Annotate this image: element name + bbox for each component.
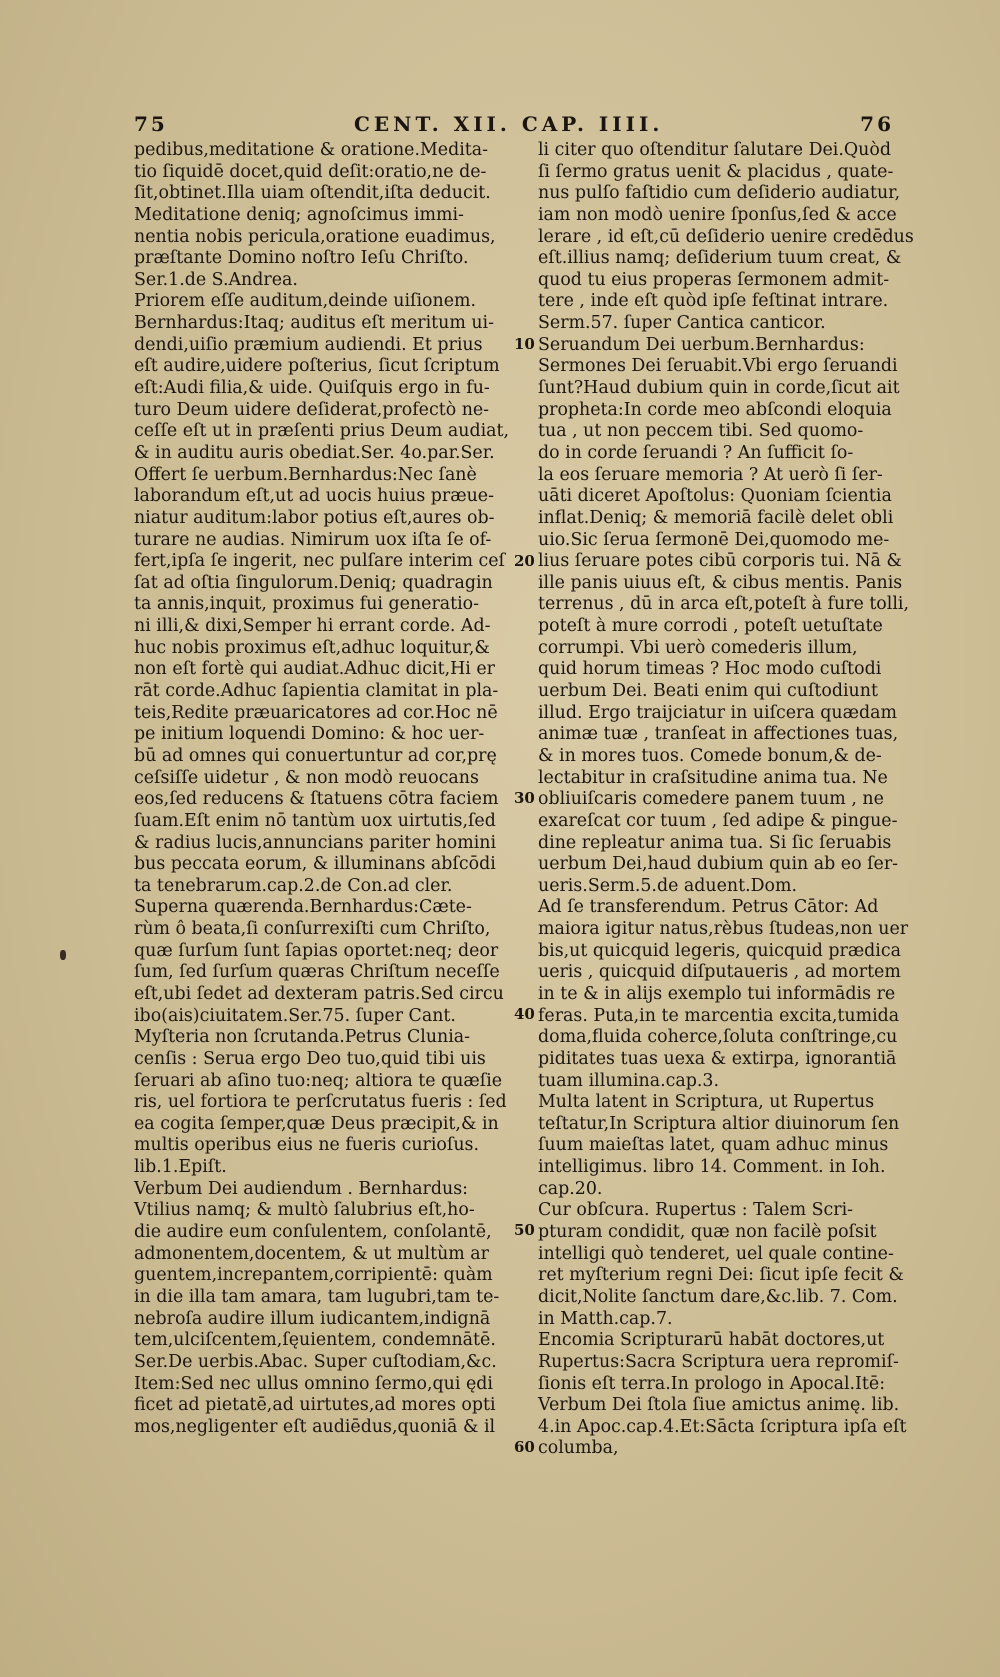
text-line: ceſſe eſt ut in præſenti prius Deum audiat, bbox=[134, 421, 510, 442]
text-line: poteſt à mure corrodi , poteſt uetuſtate bbox=[538, 616, 883, 637]
text-line: do in corde ſeruandi ? An ſufficit ſo- bbox=[538, 442, 854, 463]
margin-line-number: 60 bbox=[514, 1438, 535, 1456]
text-line: ſionis eſt terra.In prologo in Apocal.Itē: bbox=[538, 1373, 886, 1394]
text-line: Ser.1.de S.Andrea. bbox=[134, 269, 298, 290]
text-line: præſtante Domino noſtro Ieſu Chriſto. bbox=[134, 248, 469, 269]
text-line: pturam condidit, quæ non facilè poſsit bbox=[538, 1222, 877, 1243]
text-line: ris, uel fortiora te perſcrutatus fueris : ſed bbox=[134, 1092, 507, 1113]
text-line: tuam illumina.cap.3. bbox=[538, 1070, 719, 1091]
text-line: ret myſterium regni Dei: ſicut ipſe fecit & bbox=[538, 1265, 904, 1286]
text-line: eſt,ubi ſedet ad dexteram patris.Sed circu bbox=[134, 983, 504, 1004]
text-line: & radius lucis,annuncians pariter homini bbox=[134, 832, 497, 853]
text-line: fert,ipſa ſe ingerit, nec pulſare interim ceſ bbox=[134, 551, 505, 572]
text-line: Ser.De uerbis.Abac. Super cuſtodiam,&c. bbox=[134, 1351, 497, 1372]
text-line: Serm.57. ſuper Cantica canticor. bbox=[538, 313, 826, 334]
text-line: uerbum Dei. Beati enim qui cuſtodiunt bbox=[538, 681, 878, 702]
text-line: tem,ulciſcentem,ſęuientem, condemnātē. bbox=[134, 1330, 496, 1351]
text-line: ſat ad oſtia ſingulorum.Deniq; quadragin bbox=[134, 572, 493, 593]
text-line: in die illa tam amara, tam lugubri,tam te- bbox=[134, 1286, 500, 1307]
text-line: ſi ſermo gratus uenit & placidus , quate- bbox=[538, 161, 894, 182]
text-line: ueris.Serm.5.de aduent.Dom. bbox=[538, 875, 798, 896]
text-line: lius ſeruare potes cibū corporis tui. Nā & bbox=[538, 551, 902, 572]
text-line: lerare , id eſt,cū deſiderio uenire credēdus bbox=[538, 226, 914, 247]
text-line: doma,fluida coherce,ſoluta conſtringe,cu bbox=[538, 1027, 898, 1048]
text-line: tere , inde eſt quòd ipſe feſtinat intrare. bbox=[538, 291, 889, 312]
text-line: li citer quo oſtenditur ſalutare Dei.Quòd bbox=[538, 140, 891, 160]
text-line: cap.20. bbox=[538, 1178, 603, 1199]
text-line: tio ſiquidē docet,quid deſit:oratio,ne de- bbox=[134, 161, 487, 182]
text-line: quid horum timeas ? Hoc modo cuſtodi bbox=[538, 659, 882, 680]
ink-speck bbox=[60, 950, 66, 960]
text-line: lib.1.Epiſt. bbox=[134, 1157, 227, 1178]
text-line: Offert ſe uerbum.Bernhardus:Nec ſanè bbox=[134, 464, 477, 485]
text-line: lectabitur in craſsitudine anima tua. Ne bbox=[538, 767, 888, 788]
text-line: non eſt fortè qui audiat.Adhuc dicit,Hi er bbox=[134, 659, 495, 680]
text-line: nus pulſo faſtidio cum deſiderio audiatur, bbox=[538, 183, 901, 204]
text-line: Cur obſcura. Rupertus : Talem Scri- bbox=[538, 1200, 854, 1221]
text-line: maiora igitur natus,rèbus ſtudeas,non uer bbox=[538, 919, 909, 940]
text-line: Bernhardus:Itaq; auditus eſt meritum ui- bbox=[134, 313, 494, 334]
text-line: Priorem eſſe auditum,deinde uiſionem. bbox=[134, 291, 477, 312]
text-line: bus peccata eorum, & illuminans abſcōdi bbox=[134, 854, 496, 875]
text-line: ta tenebrarum.cap.2.de Con.ad cler. bbox=[134, 875, 453, 896]
text-line: Rupertus:Sacra Scriptura uera repromiſ- bbox=[538, 1351, 899, 1372]
text-line: inflat.Deniq; & memoriā facilè delet obli bbox=[538, 507, 894, 528]
text-line: multis operibus eius ne fueris curioſus. bbox=[134, 1135, 479, 1156]
left-text-column bbox=[134, 140, 514, 1438]
text-line: ſuam.Eſt enim nō tantùm uox uirtutis,ſed bbox=[134, 810, 496, 831]
text-line: teis,Redite præuaricatores ad cor.Hoc nē bbox=[134, 702, 498, 723]
text-line: exareſcat cor tuum , ſed adipe & pingue- bbox=[538, 810, 898, 831]
text-line: eſt.illius namq; deſiderium tuum creat, & bbox=[538, 248, 902, 269]
text-line: ille panis uiuus eſt, & cibus mentis. Panis bbox=[538, 572, 903, 593]
text-line: ni illi,& dixi,Semper hi errant corde. Ad- bbox=[134, 616, 491, 637]
left-page-number: 75 bbox=[134, 112, 168, 136]
text-line: 4.in Apoc.cap.4.Et:Sācta ſcriptura ipſa eſt bbox=[538, 1416, 907, 1437]
text-line: Meditatione deniq; agnoſcimus immi- bbox=[134, 204, 464, 225]
text-line: turare ne audias. Nimirum uox iſta ſe of- bbox=[134, 529, 492, 550]
text-line: nentia nobis pericula,oratione euadimus, bbox=[134, 226, 496, 247]
text-line: Encomia Scripturarū habāt doctores,ut bbox=[538, 1330, 885, 1351]
text-line: ea cogita ſemper,quæ Deus præcipit,& in bbox=[134, 1113, 499, 1134]
text-line: bū ad omnes qui conuertuntur ad cor,prę bbox=[134, 745, 497, 766]
text-line: guentem,increpantem,corripientē: quàm bbox=[134, 1265, 493, 1286]
text-line: huc nobis proximus eſt,adhuc loquitur,& bbox=[134, 637, 490, 658]
text-line: & in mores tuos. Comede bonum,& de- bbox=[538, 745, 882, 766]
text-line: Vtilius namq; & multò ſalubrius eſt,ho- bbox=[134, 1200, 475, 1221]
text-line: Verbum Dei audiendum . Bernhardus: bbox=[134, 1178, 468, 1199]
text-line: ibo(ais)ciuitatem.Ser.75. ſuper Cant. bbox=[134, 1005, 456, 1026]
text-line: animæ tuæ , tranſeat in affectiones tuas, bbox=[538, 724, 899, 745]
text-line: quod tu eius properas ſermonem admit- bbox=[538, 269, 890, 290]
text-line: & in auditu auris obediat.Ser. 4o.par.Ser. bbox=[134, 442, 495, 463]
text-line: ueris , quicquid diſputaueris , ad mortem bbox=[538, 962, 901, 983]
text-line: illud. Ergo traijciatur in uiſcera quædam bbox=[538, 702, 897, 723]
margin-line-number: 50 bbox=[514, 1221, 535, 1239]
text-line: ta annis,inquit, proximus fui generatio- bbox=[134, 594, 480, 615]
text-line: nebroſa audire illum iudicantem,indignā bbox=[134, 1308, 491, 1329]
text-line: tua , ut non peccem tibi. Sed quomo- bbox=[538, 421, 864, 442]
text-line: mos,negligenter eſt audiēdus,quoniā & il bbox=[134, 1416, 496, 1437]
text-line: pedibus,meditatione & oratione.Medita- bbox=[134, 140, 489, 160]
text-line: bis,ut quicquid legeris, quicquid prædica bbox=[538, 940, 901, 961]
right-page-number: 76 bbox=[860, 112, 894, 136]
text-line: feras. Puta,in te marcentia excita,tumida bbox=[538, 1005, 900, 1026]
text-line: die audire eum conſulentem, conſolantē, bbox=[134, 1222, 492, 1243]
text-line: cenſis : Serua ergo Deo tuo,quid tibi uis bbox=[134, 1048, 486, 1069]
text-line: Myſteria non ſcrutanda.Petrus Clunia- bbox=[134, 1027, 471, 1048]
text-line: teſtatur,In Scriptura altior diuinorum ſen bbox=[538, 1113, 900, 1134]
margin-line-number: 10 bbox=[514, 335, 535, 353]
text-line: ficet ad pietatē,ad uirtutes,ad mores opti bbox=[134, 1395, 496, 1416]
text-line: ſeruari ab aſino tuo:neq; altiora te quæſie bbox=[134, 1070, 503, 1091]
text-line: niatur auditum:labor potius eſt,aures ob- bbox=[134, 507, 495, 528]
text-line: in te & in alijs exemplo tui informādis re bbox=[538, 983, 896, 1004]
text-line: dine repleatur anima tua. Si ſic ſeruabis bbox=[538, 832, 892, 853]
text-line: admonentem,docentem, & ut multùm ar bbox=[134, 1243, 489, 1264]
text-line: rāt corde.Adhuc ſapientia clamitat in pla- bbox=[134, 681, 499, 702]
text-line: eos,ſed reducens & ſtatuens cōtra faciem bbox=[134, 789, 499, 810]
text-line: piditates tuas uexa & extirpa, ignorantiā bbox=[538, 1048, 897, 1069]
text-line: columba, bbox=[538, 1438, 619, 1459]
text-line: eſt:Audi filia,& uide. Quiſquis ergo in fu- bbox=[134, 378, 490, 399]
text-line: ceſsiſſe uidetur , & non modò reuocans bbox=[134, 767, 479, 788]
text-line: dicit,Nolite ſanctum dare,&c.lib. 7. Com. bbox=[538, 1286, 898, 1307]
text-line: la eos ſeruare memoria ? At uerò ſi ſer- bbox=[538, 464, 883, 485]
text-line: corrumpi. Vbi uerò comederis illum, bbox=[538, 637, 858, 658]
text-line: quæ ſurſum ſunt ſapias oportet:neq; deor bbox=[134, 940, 499, 961]
text-line: ſum, ſed ſurſum quæras Chriſtum neceſſe bbox=[134, 962, 500, 983]
text-line: terrenus , dū in arca eſt,poteſt à fure tolli, bbox=[538, 594, 909, 615]
running-header bbox=[134, 112, 894, 138]
text-line: Item:Sed nec ullus omnino ſermo,qui ędi bbox=[134, 1373, 493, 1394]
text-line: intelligi quò tenderet, uel quale contine- bbox=[538, 1243, 894, 1264]
text-line: propheta:In corde meo abſcondi eloquia bbox=[538, 399, 892, 420]
text-line: uio.Sic ſerua ſermonē Dei,quomodo me- bbox=[538, 529, 890, 550]
text-line: uerbum Dei,haud dubium quin ab eo ſer- bbox=[538, 854, 899, 875]
margin-line-number: 30 bbox=[514, 789, 535, 807]
text-line: uāti diceret Apoſtolus: Quoniam ſcientia bbox=[538, 486, 892, 507]
text-line: ſit,obtinet.Illa uiam oſtendit,iſta deducit. bbox=[134, 183, 491, 204]
text-line: dendi,uiſio præmium audiendi. Et prius bbox=[134, 334, 483, 355]
text-line: Verbum Dei ſtola ſiue amictus animę. lib. bbox=[538, 1395, 900, 1416]
running-title: CENT. XII. CAP. IIII. bbox=[354, 112, 664, 136]
text-line: eſt audire,uidere poſterius, ſicut ſcriptum bbox=[134, 356, 500, 377]
margin-line-number: 40 bbox=[514, 1005, 535, 1023]
text-line: Superna quærenda.Bernhardus:Cæte- bbox=[134, 897, 472, 918]
text-line: ſunt?Haud dubium quin in corde,ſicut ait bbox=[538, 378, 900, 399]
text-line: obliuiſcaris comedere panem tuum , ne bbox=[538, 789, 884, 810]
text-line: Sermones Dei ſeruabit.Vbi ergo ſeruandi bbox=[538, 356, 898, 377]
margin-line-number: 20 bbox=[514, 552, 535, 570]
text-line: intelligimus. libro 14. Comment. in Ioh. bbox=[538, 1157, 886, 1178]
text-line: turo Deum uidere deſiderat,profectò ne- bbox=[134, 399, 490, 420]
text-line: Ad ſe transferendum. Petrus Cātor: Ad bbox=[538, 897, 879, 918]
text-line: ſuum maieſtas latet, quam adhuc minus bbox=[538, 1135, 889, 1156]
text-line: laborandum eſt,ut ad uocis huius præue- bbox=[134, 486, 494, 507]
text-line: Seruandum Dei uerbum.Bernhardus: bbox=[538, 334, 865, 355]
right-text-column bbox=[538, 140, 914, 1460]
text-line: iam non modò uenire ſponſus,ſed & acce bbox=[538, 204, 897, 225]
text-line: rùm ô beata,ſi conſurrexiſti cum Chriſto, bbox=[134, 919, 491, 940]
text-line: pe initium loquendi Domino: & hoc uer- bbox=[134, 724, 485, 745]
text-line: in Matth.cap.7. bbox=[538, 1308, 673, 1329]
text-line: Multa latent in Scriptura, ut Rupertus bbox=[538, 1092, 875, 1113]
